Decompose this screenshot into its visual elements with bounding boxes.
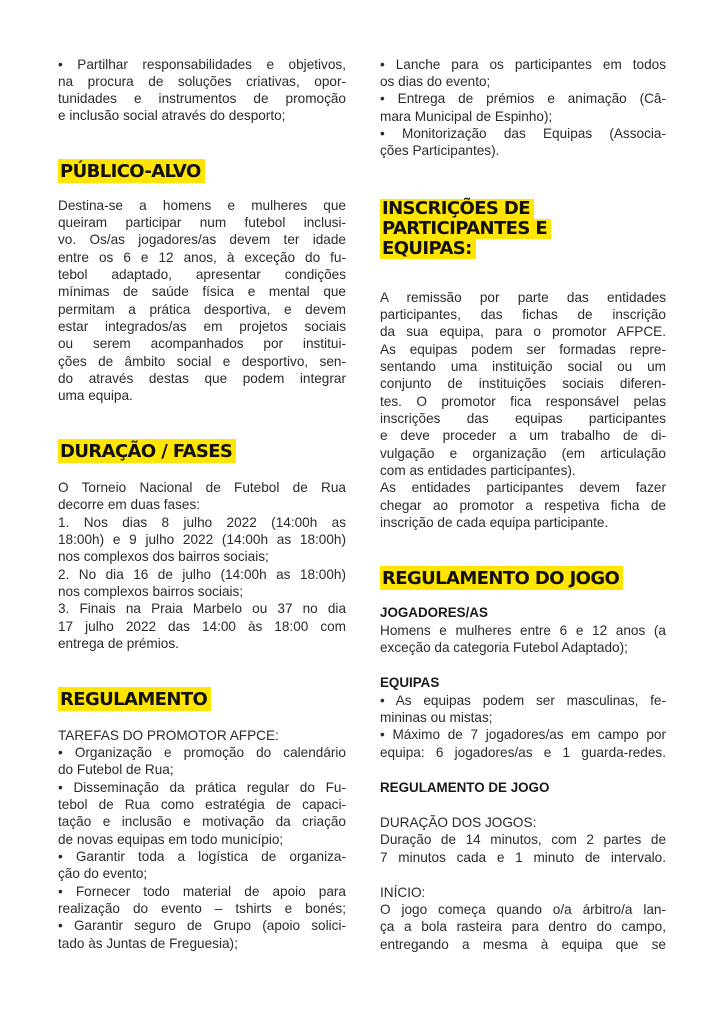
text-line: • Garantir toda a logística de organiza- [58, 849, 346, 864]
text-line: • As equipas podem ser masculinas, fe- [380, 693, 666, 708]
text-line: de novas equipas em todo município; [58, 832, 284, 847]
heading-regulamento-do-jogo: REGULAMENTO DO JOGO [380, 566, 623, 590]
text-line: do através destas que podem integrar [58, 371, 346, 386]
text-line: • Organização e promoção do calendário [58, 745, 346, 760]
text-line: • Máximo de 7 jogadores/as em campo por [380, 727, 666, 742]
text-line: ção do evento; [58, 866, 148, 881]
subheading-equipas: EQUIPAS [380, 675, 440, 690]
text-line: equipa: 6 jogadores/as e 1 guarda-redes. [380, 745, 666, 760]
text-line: ça a bola rasteira para dentro do campo, [380, 919, 666, 934]
text-line: • Garantir seguro de Grupo (apoio solici- [58, 918, 346, 933]
heading-duracao-fases: DURAÇÃO / FASES [58, 439, 236, 463]
text-line: vo. Os/as jogadores/as devem ter idade [58, 232, 346, 247]
text-line: • Monitorização das Equipas (Associa- [380, 126, 666, 141]
text-line: e inclusão social através do desporto; [58, 108, 286, 123]
text-line: tunidades e instrumentos de promoção [58, 91, 346, 106]
text-line: mara Municipal de Espinho); [380, 109, 553, 124]
text-line: inscrição de cada equipa participante. [380, 515, 609, 530]
text-line: 1. Nos dias 8 julho 2022 (14:00h as [58, 515, 346, 530]
heading-line: INSCRIÇÕES DE [380, 199, 534, 219]
heading-publico-alvo: PÚBLICO-ALVO [58, 159, 205, 183]
text-line: • Entrega de prémios e animação (Câ- [380, 91, 666, 106]
text-line: da sua equipa, para o promotor AFPCE. [380, 324, 666, 339]
heading-regulamento: REGULAMENTO [58, 687, 211, 711]
text-line: tebol de Rua como estratégia de capaci- [58, 797, 346, 812]
text-line: • Partilhar responsabilidades e objetivos, [58, 57, 346, 72]
text-line: inscrições das equipas participantes [380, 411, 666, 426]
text-line: • Lanche para os participantes em todos [380, 57, 666, 72]
text-line: 17 julho 2022 das 14:00 às 18:00 com [58, 619, 346, 634]
text-line: A remissão por parte das entidades [380, 290, 666, 305]
text-line: TAREFAS DO PROMOTOR AFPCE: [58, 728, 279, 743]
text-line: nos complexos dos bairros sociais; [58, 549, 269, 564]
text-line: entregando a mesma à equipa que se [380, 937, 666, 952]
text-line: uma equipa. [58, 388, 133, 403]
subheading-jogadores: JOGADORES/AS [380, 605, 488, 620]
text-line: ou serem acompanhados por institui- [58, 336, 346, 351]
text-line: Destina-se a homens e mulheres que [58, 198, 346, 213]
text-line: exceção da categoria Futebol Adaptado); [380, 640, 628, 655]
text-line: com as entidades participantes). [380, 463, 576, 478]
text-line: do Futebol de Rua; [58, 762, 174, 777]
text-line: tebol adaptado, apresentar condições [58, 267, 346, 282]
text-line: participantes, das fichas de inscrição [380, 307, 666, 322]
text-line: conjunto de instituições sociais diferen- [380, 376, 666, 391]
text-line: 7 minutos cada e 1 minuto de intervalo. [380, 850, 666, 865]
text-line: • Fornecer todo material de apoio para [58, 884, 346, 899]
text-line: tado às Juntas de Freguesia); [58, 936, 238, 951]
text-line: mininas ou mistas; [380, 710, 493, 725]
text-line: chegar ao promotor a respetiva ficha de [380, 498, 666, 513]
heading-line: PARTICIPANTES E [380, 219, 551, 239]
text-line: O Torneio Nacional de Futebol de Rua [58, 480, 346, 495]
text-line: ções de âmbito social e desportivo, sen- [58, 354, 346, 369]
text-line: tes. O promotor fica responsável pelas [380, 394, 666, 409]
text-line: DURAÇÃO DOS JOGOS: [380, 815, 537, 830]
text-line: ções Participantes). [380, 143, 500, 158]
text-line: sentando uma instituição social ou um [380, 359, 666, 374]
text-line: decorre em duas fases: [58, 497, 201, 512]
text-line: 2. No dia 16 de julho (14:00h as 18:00h) [58, 567, 346, 582]
text-line: permitam a prática desportiva, e devem [58, 302, 346, 317]
text-line: na procura de soluções criativas, opor- [58, 74, 346, 89]
text-line: realização do evento – tshirts e bonés; [58, 901, 346, 916]
text-line: os dias do evento; [380, 74, 491, 89]
text-line: 3. Finais na Praia Marbelo ou 37 no dia [58, 601, 346, 616]
text-line: As equipas podem ser formadas repre- [380, 342, 666, 357]
text-line: estar integrados/as em projetos sociais [58, 319, 346, 334]
heading-line: EQUIPAS: [380, 239, 476, 259]
text-line: queiram participar num futebol inclusi- [58, 215, 346, 230]
text-line: Homens e mulheres entre 6 e 12 anos (a [380, 623, 666, 638]
text-line: mínimas de saúde física e mental que [58, 284, 346, 299]
text-line: tação e inclusão e motivação da criação [58, 814, 346, 829]
subheading-regulamento-de-jogo: REGULAMENTO DE JOGO [380, 780, 550, 795]
text-line: entre os 6 e 12 anos, à exceção do fu- [58, 250, 346, 265]
text-line: 18:00h) e 9 julho 2022 (14:00h as 18:00h) [58, 532, 346, 547]
text-line: As entidades participantes devem fazer [380, 480, 666, 495]
text-line: INÍCIO: [380, 885, 426, 900]
text-line: e deve proceder a um trabalho de di- [380, 428, 666, 443]
text-line: nos complexos bairros sociais; [58, 584, 244, 599]
text-line: vulgação e organização (em articulação [380, 446, 666, 461]
text-line: entrega de prémios. [58, 636, 179, 651]
text-line: Duração de 14 minutos, com 2 partes de [380, 832, 666, 847]
text-line: O jogo começa quando o/a árbitro/a lan- [380, 902, 666, 917]
text-line: • Disseminação da prática regular do Fu- [58, 780, 346, 795]
